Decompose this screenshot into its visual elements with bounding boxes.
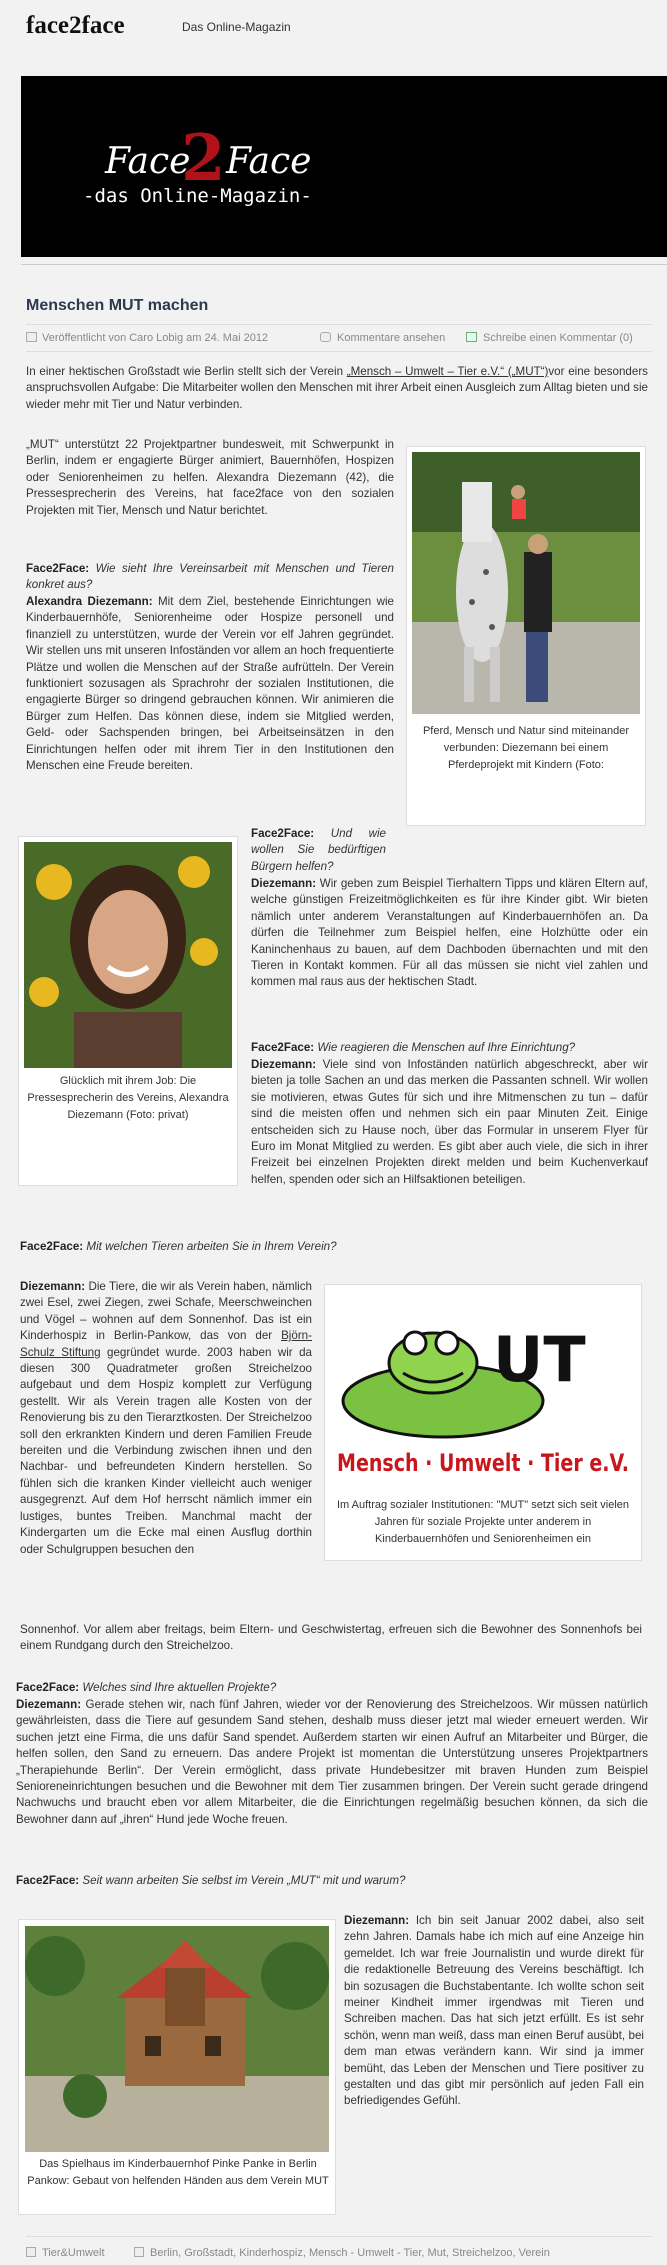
q6-label: Face2Face:	[16, 1874, 80, 1887]
a6-text: Ich bin seit Januar 2002 dabei, also seit zehn Jahren. Damals habe ich mich auf eine Anzeige hin gemeldet. Ich war freie Journalistin und wurde direkt für die redaktionelle Betreuung des Vereins beschäftigt. Ich bin sozusagen die Buchstabentante. Ich wollte schon seit meiner Kindheit immer irgendwas mit Tieren und Schreiben machen. Das hat sich jetzt erfüllt. Es ist sehr schön, wenn man weiß, dass man einen Beruf ausübt, bei dem man etwas verändern kann. Wir sind ja immer bemüht, das Leben der Menschen und Tiere positiver zu gestalten und das gibt mir persönlich auf jeden Fall ein befriedigendes Gefühl.	[344, 1914, 644, 2108]
portrait-photo	[24, 842, 232, 1068]
q5-label: Face2Face:	[16, 1681, 80, 1694]
question-6	[16, 1873, 648, 1889]
write-comment-icon	[466, 332, 477, 342]
figure-portrait	[18, 836, 238, 1186]
bjoern-schulz-link[interactable]: Björn-Schulz Stiftung	[20, 1329, 312, 1359]
a6-label: Diezemann:	[344, 1914, 410, 1927]
post-footer	[26, 2236, 652, 2259]
q2-label: Face2Face:	[251, 827, 315, 840]
a1-text: Mit dem Ziel, bestehende Einrichtungen wie Kinderbauernhöfe, Seniorenheime oder Hospize personell und finanziell zu unterstützen, wurde der Verein vor elf Jahren gegründet. Wir stellen uns mit unseren Infoständen vor allem an hoch frequentierte Plätze und wollen die Menschen auf der Straße aufrütteln. Der Verein funktioniert sozusagen als Sprachrohr der sozialen Institutionen, die engagierte Bürger so dringend gebrauchen können. Wir animieren die Bürger zum Helfen. Das können diese, indem sie Mitglied werden, Geld- oder Sachspenden bringen, bei Arbeitseinsätzen in den Einrichtungen helfen oder mit ihrem Tier in den Institutionen den Menschen eine Freude bereiten.	[26, 595, 394, 773]
post-meta	[26, 324, 652, 352]
q1-text: Wie sieht Ihre Vereinsarbeit mit Menschen und Tieren konkret aus?	[26, 562, 394, 592]
mut-link[interactable]: „Mensch – Umwelt – Tier e.V.“ („MUT“)	[346, 365, 549, 378]
banner-logo	[21, 76, 667, 257]
figure-farm	[18, 1919, 336, 2215]
q2-text: Und wie wollen Sie bedürftigen Bürgern helfen?	[251, 827, 386, 873]
a2-text: Wir geben zum Beispiel Tierhaltern Tipps und klären Eltern auf, welche günstigen Freizeitmöglichkeiten es für ihre Kinder gibt. Wir bieten nämlich unter anderem Veranstaltungen auf Kinderbauernhöfen an. Da dürfen die Teilnehmer zum Beispiel helfen, eine Holzhütte oder ein Kaninchenhaus zu bauen, auf dem Dachboden übernachten und mit den Tieren in Kontakt kommen. Für all das müssen sie nicht viel zahlen und kommen mal raus aus der hektischen Stadt.	[251, 877, 648, 989]
a4-label: Diezemann:	[20, 1280, 86, 1293]
q6-text: Seit wann arbeiten Sie selbst im Verein „MUT“ mit und warum?	[82, 1874, 406, 1887]
a4-text-a: Die Tiere, die wir als Verein haben, nämlich zwei Esel, zwei Ziegen, zwei Schafe, Meerschweinchen und Vögel – wohnen auf dem Sonnenhof. Das ist ein Kinderhospiz in Berlin-Pankow, das von der	[20, 1280, 312, 1343]
a5-label: Diezemann:	[16, 1698, 82, 1711]
q3-label: Face2Face:	[251, 1041, 315, 1054]
site-title[interactable]: face2face	[26, 12, 125, 39]
banner-logo-two: 2	[181, 121, 226, 196]
comment-icon	[320, 332, 331, 342]
answer-2	[251, 876, 648, 991]
question-3	[251, 1040, 648, 1056]
answer-1	[26, 594, 394, 774]
post-title[interactable]: Menschen MUT machen	[26, 297, 209, 314]
a3-label: Diezemann:	[251, 1058, 317, 1071]
intro-text-b: vor eine besonders anspruchsvollen Aufgabe: Die Mitarbeiter wollen den Menschen mit ihrer Arbeit einen Ausgleich zum Alltag bieten und sie wieder mehr mit Tier und Natur verbinden.	[26, 365, 648, 411]
portrait-caption: Glücklich mit ihrem Job: Die Pressesprecherin des Vereins, Alexandra Diezemann (Foto: privat)	[27, 1075, 229, 1121]
banner-logo-face-left: Face	[105, 141, 191, 182]
mut-logo-text: Mensch · Umwelt · Tier e.V.	[337, 1449, 629, 1477]
folder-icon	[26, 2247, 36, 2257]
paragraph-mut: „MUT“ unterstützt 22 Projektpartner bundesweit, mit Schwerpunkt in Berlin, indem er engagierte Bürger animiert, Bauernhöfen, Hospizen oder Seniorenheimen zu helfen. Alexandra Diezemann (42), die Pressesprecherin des Vereins, hat face2face von den sozialen Projekten mit Tier, Mensch und Natur berichtet.	[26, 438, 394, 517]
q3-text: Wie reagieren die Menschen auf Ihre Einrichtung?	[317, 1041, 576, 1054]
intro-paragraph	[26, 364, 648, 413]
banner-tagline: -das Online-Magazin-	[83, 185, 312, 207]
q5-text: Welches sind Ihre aktuellen Projekte?	[82, 1681, 277, 1694]
intro-text-a: In einer hektischen Großstadt wie Berlin stellt sich der Verein	[26, 365, 347, 378]
figure-horse	[406, 446, 646, 826]
horse-photo	[412, 452, 640, 714]
figure-mut-logo	[324, 1284, 642, 1561]
question-1	[26, 561, 394, 594]
q4-label: Face2Face:	[20, 1240, 84, 1253]
a1-label: Alexandra Diezemann:	[26, 595, 153, 608]
tags-list[interactable]: Berlin, Großstadt, Kinderhospiz, Mensch - Umwelt - Tier, Mut, Streichelzoo, Verein	[150, 2247, 550, 2259]
header-divider	[21, 264, 667, 265]
mut-logo-caption: Im Auftrag sozialer Institutionen: "MUT" setzt sich seit vielen Jahren für soziale Projekte unter anderem in Kinderbauernhöfen und Seniorenheimen ein	[336, 1499, 630, 1545]
site-description: Das Online-Magazin	[182, 20, 291, 34]
answer-3	[251, 1057, 648, 1188]
a3-text: Viele sind von Infoständen natürlich abgeschreckt, aber wir bieten ja tolle Sachen an und das merken die Passanten schnell. Wir wollen sie motivieren, etwas Gutes für sich und ihre Mitmenschen zu tun – dafür sind die meisten offen und nehmen sich ein paar Minuten Zeit. Einige entscheiden sich zu Hause noch, über das Formular in unserem Flyer für Euro im Monat Mitglied zu werden. Es gibt aber auch viele, die sich in ihrer Freizeit bei einzelnen Projekten direkt melden und beim Kuchenverkauf helfen, spenden oder sich an Hilfsaktionen beteiligen.	[251, 1058, 648, 1186]
write-comment-link[interactable]: Schreibe einen Kommentar (0)	[483, 332, 633, 344]
category-link[interactable]: Tier&Umwelt	[42, 2247, 105, 2259]
published-info: Veröffentlicht von Caro Lobig am 24. Mai 2012	[42, 332, 269, 344]
a2-label: Diezemann:	[251, 877, 317, 890]
answer-6	[344, 1913, 644, 2110]
question-5	[16, 1680, 648, 1696]
calendar-icon	[26, 332, 37, 342]
q4-text: Mit welchen Tieren arbeiten Sie in Ihrem Verein?	[86, 1240, 337, 1253]
farm-caption: Das Spielhaus im Kinderbauernhof Pinke Panke in Berlin Pankow: Gebaut von helfenden Händen aus dem Verein MUT	[27, 2158, 329, 2187]
question-2	[251, 826, 386, 875]
answer-4	[20, 1279, 312, 1558]
horse-caption: Pferd, Mensch und Natur sind miteinander verbunden: Diezemann bei einem Pferdeprojekt mit Kindern (Foto:	[422, 725, 630, 771]
q1-label: Face2Face:	[26, 562, 90, 575]
a4-text-b: gegründet wurde. 2003 haben wir da diesen 300 Quadratmeter großen Streichelzoo aufgebaut und dem Hospiz komplett zur Verfügung gestellt. Wir als Verein tragen alle Kosten von der Renovierung bis zu den Tierarztkosten. Der Streichelzoo soll den erkrankten Kindern und deren Familien Freude bereiten und die Verbindung zwischen ihnen und den Nachbar- und befreundeten Kindern herstellen. So fühlen sich die kranken Kinder vielleicht auch weniger ausgegrenzt. Auf dem Hof herrscht nämlich immer ein lustiges, buntes Treiben. Manchmal macht der Kindergarten um die Ecke mal einen Ausflug dorthin oder Schulgruppen besuchen den	[20, 1345, 312, 1556]
mut-logo-ut: UT	[493, 1323, 586, 1396]
answer-5	[16, 1697, 648, 1828]
mut-logo-image	[333, 1293, 633, 1481]
view-comments-link[interactable]: Kommentare ansehen	[337, 332, 446, 344]
a5-text: Gerade stehen wir, nach fünf Jahren, wieder vor der Renovierung des Streichelzoos. Wir müssen natürlich gewährleisten, dass die Tiere auf gesundem Sand stehen, deshalb muss dieser jetzt mal wieder erneuert werden. Wir suchen jetzt eine Firma, die uns dafür Sand spendet. Außerdem starten wir einen Aufruf an Mitarbeiter und Bürger, die helfen sollen, den Sand zu erneuern. Das andere Projekt ist momentan die Unterstützung unseres Projektpartners „Therapiehunde Berlin“. Der Verein ermöglicht, dass private Hundebesitzer mit braven Hunden zum Beispiel Senioreneinrichtungen besuchen und die Bewohner mit dem Tier zusammen bringen. Der Verein sucht gerade dringend Nachwuchs und braucht eben vor allem Mitarbeiter, die die Einrichtungen regelmäßig besuchen können, da sich die Bewohner dann auf „ihren“ Hund jede Woche freuen.	[16, 1698, 648, 1826]
answer-4-end: Sonnenhof. Vor allem aber freitags, beim Eltern- und Geschwistertag, erfreuen sich die Bewohner des Sonnenhofs bei einem Rundgang durch den Streichelzoo.	[20, 1623, 642, 1653]
farm-photo	[25, 1926, 329, 2152]
tag-icon	[134, 2247, 144, 2257]
question-4	[20, 1239, 648, 1255]
header-banner[interactable]	[21, 76, 667, 257]
banner-logo-face-right: Face	[226, 141, 312, 182]
